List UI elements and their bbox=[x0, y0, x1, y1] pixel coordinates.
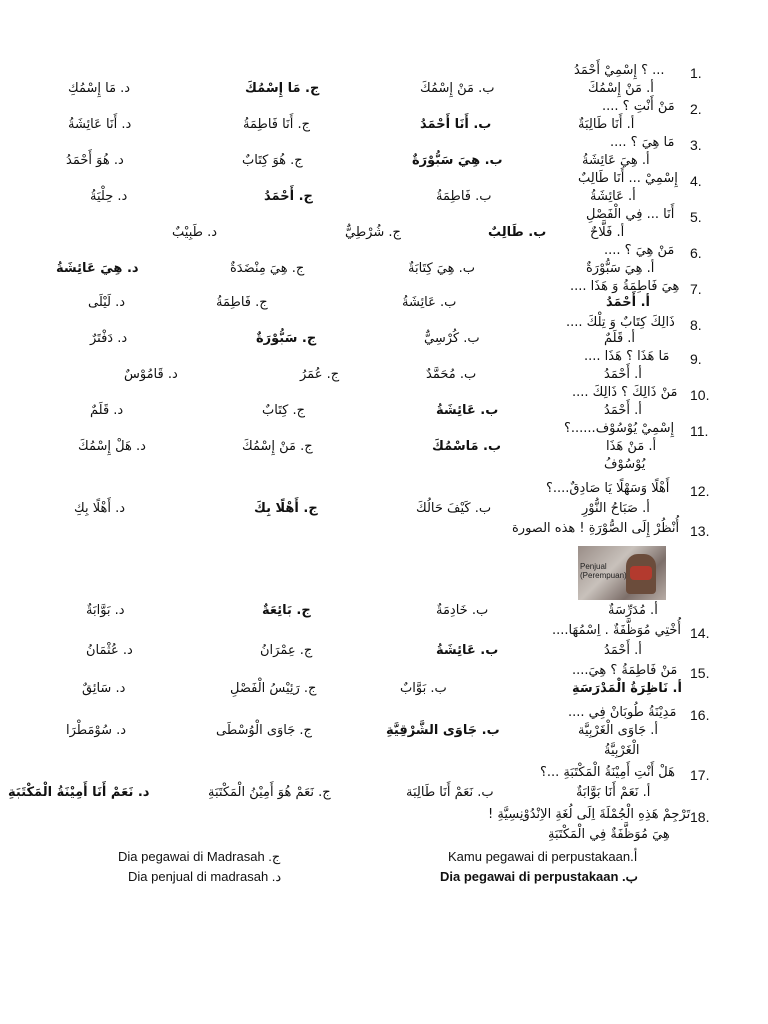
option-a: أ. أَنَا طَالِبَةٌ bbox=[578, 117, 635, 132]
question-number: 1. bbox=[690, 65, 702, 81]
question-number: 12. bbox=[690, 483, 710, 499]
option-b: ب. فَاطِمَةُ bbox=[436, 189, 492, 204]
option-d: د. بَوَّابَةٌ bbox=[86, 603, 125, 618]
question-text: ذَالِكَ كِتَابٌ وَ تِلْكَ .... bbox=[566, 315, 675, 330]
question-number: 17. bbox=[690, 767, 710, 783]
option-d: د. لَيْلَى bbox=[88, 295, 126, 310]
option-c: ج. هِيَ مِنْضَدَةٌ bbox=[230, 261, 305, 276]
option-c: ج. مَنْ إِسْمُكَ bbox=[242, 439, 313, 454]
question-number: 8. bbox=[690, 317, 702, 333]
option-b: ب. كَيْفَ حَالُكَ bbox=[416, 501, 492, 516]
option-d: د. عُثْمَانُ bbox=[86, 643, 133, 658]
question-number: 2. bbox=[690, 101, 702, 117]
option-b: ب. أَنَا أَحْمَدُ bbox=[420, 117, 492, 132]
option-a: أ. أَحْمَدُ bbox=[604, 367, 642, 382]
seller-photo bbox=[578, 546, 666, 600]
option-a: أ. أَحْمَدُ bbox=[606, 295, 650, 310]
option-a: أ. هِيَ عَائِشَةُ bbox=[582, 153, 650, 168]
option-a: أ. عَائِشَةُ bbox=[590, 189, 636, 204]
question-text: إِسْمِيْ ... أَنَا طَالِبٌ bbox=[578, 171, 678, 186]
option-c: ج. أَهْلًا بِكَ bbox=[254, 501, 318, 516]
option-c: ج. أَنَا فَاطِمَةُ bbox=[243, 117, 310, 132]
question-text: إِسْمِيْ يُوْسُوْف......؟ bbox=[564, 421, 675, 436]
option-b: ب. بَوَّابٌ bbox=[400, 681, 447, 696]
option-c: ج. أَحْمَدُ bbox=[264, 189, 313, 204]
question-text: مَنْ فَاطِمَةُ ؟ هِيَ.... bbox=[572, 663, 678, 678]
question-text: مَنْ أَنْتِ ؟ .... bbox=[602, 99, 675, 114]
question-number: 13. bbox=[690, 523, 710, 539]
option-b: ب. جَاوَى الشَّرْقِيَّةِ bbox=[386, 723, 500, 738]
question-number: 6. bbox=[690, 245, 702, 261]
option-d: Dia penjual di madrasah .د bbox=[128, 869, 282, 884]
option-b: ب. هِيَ سَبُّوْرَةٌ bbox=[412, 153, 503, 168]
option-c: ج. رَئِيْسُ الْفَصْلِ bbox=[230, 681, 317, 696]
option-d: د. نَعَمْ أَنَا أَمِيْنَةُ الْمَكْتَبَةِ bbox=[8, 785, 150, 800]
option-c: ج. فَاطِمَةُ bbox=[216, 295, 268, 310]
option-b: ب. مَنْ إِسْمُكَ bbox=[420, 81, 495, 96]
question-text: تَرْجِمْ هَذِهِ الْجُمْلَةَ اِلَى لُغَةِ الاِنْدُوْنِسِيَّةِ ! bbox=[488, 807, 691, 822]
question-text: أُنْظُرْ إِلَى الصُّوْرَةِ ! هذه الصورة bbox=[512, 521, 680, 536]
option-d: د. سَائِقٌ bbox=[82, 681, 126, 696]
question-text: مَدِيْنَةُ طُوبَانْ فِي .... bbox=[568, 705, 677, 720]
option-a: أ. أَحْمَدُ bbox=[604, 403, 642, 418]
option-a: أ. مُدَرِّسَةٌ bbox=[608, 603, 658, 618]
question-text: مَا هِيَ ؟ .... bbox=[610, 135, 675, 150]
option-a-continued: الْغَرْبِيَّةُ bbox=[604, 743, 640, 758]
option-a: Kamu pegawai di perpustakaan.أ bbox=[448, 849, 638, 864]
option-b: ب. نَعَمْ أَنَا طَالِبَة bbox=[406, 785, 494, 800]
option-d: د. أَهْلًا بِكِ bbox=[74, 501, 125, 516]
option-d: د. حِلْيَةُ bbox=[90, 189, 128, 204]
option-d: د. طَبِيْبٌ bbox=[172, 225, 218, 240]
question-number: 4. bbox=[690, 173, 702, 189]
option-a: أ. مَنْ هَذَا bbox=[606, 439, 657, 454]
option-b: ب. مَاسْمُكَ bbox=[432, 439, 502, 454]
question-number: 7. bbox=[690, 281, 702, 297]
caption-line2: (Perempuan) bbox=[580, 571, 627, 581]
question-number: 11. bbox=[690, 423, 709, 439]
option-a: أ. مَنْ إِسْمُكَ bbox=[588, 81, 654, 96]
question-text: ... ؟ إِسْمِيْ أَحْمَدُ bbox=[574, 63, 665, 78]
question-text: هَلْ أَنْتِ أَمِيْنَةُ الْمَكْتَبَةِ ...؟ bbox=[540, 765, 675, 780]
option-d: د. مَا إِسْمُكِ bbox=[68, 81, 131, 96]
option-a: أ. نَاظِرَةُ الْمَدْرَسَةِ bbox=[572, 681, 682, 696]
scarf-shape bbox=[630, 566, 652, 580]
option-c: Dia pegawai di Madrasah .ج bbox=[118, 849, 281, 864]
option-c: ج. عُمَرُ bbox=[300, 367, 340, 382]
question-text: مَنْ ذَالِكَ ؟ ذَالِكَ .... bbox=[572, 385, 678, 400]
option-d: د. قَامُوْسٌ bbox=[124, 367, 178, 382]
question-number: 16. bbox=[690, 707, 710, 723]
option-a: أ. جَاوَى الْغَرْبِيَّة bbox=[578, 723, 658, 738]
question-number: 14. bbox=[690, 625, 710, 641]
question-text: أُخْتِي مُوَظَّفَةٌ . اِسْمُهَا.... bbox=[552, 623, 682, 638]
option-a: أ. هِيَ سَبُّوْرَةٌ bbox=[586, 261, 655, 276]
question-number: 5. bbox=[690, 209, 702, 225]
question-number: 3. bbox=[690, 137, 702, 153]
option-c: ج. كِتَابٌ bbox=[262, 403, 305, 418]
question-number: 15. bbox=[690, 665, 710, 681]
option-d: د. هَلْ إِسْمُكَ bbox=[78, 439, 146, 454]
question-text: أَهْلًا وَسَهْلًا يَا صَادِقٌ....؟ bbox=[546, 481, 670, 496]
option-b: ب. كُرْسِيٌّ bbox=[424, 331, 480, 346]
option-a: أ. أَحْمَدُ bbox=[604, 643, 642, 658]
option-c: ج. عِمْرَانُ bbox=[260, 643, 313, 658]
option-b: ب. عَائِشَةُ bbox=[436, 643, 499, 658]
option-d: د. أَنَا عَائِشَةُ bbox=[68, 117, 132, 132]
question-number: 9. bbox=[690, 351, 702, 367]
option-c: ج. نَعَمْ هُوَ أَمِيْنُ الْمَكْتَبَةِ bbox=[208, 785, 331, 800]
question-text: أَنَا ... فِي الْفَصْلِ bbox=[586, 207, 675, 222]
question-text: مَا هَذَا ؟ هَذَا .... bbox=[584, 349, 670, 364]
caption-line1: Penjual bbox=[580, 562, 607, 571]
question-sentence: هِيَ مُوَظَّفَةٌ فِي الْمَكْتَبَةِ bbox=[548, 827, 670, 842]
option-b: ب. عَائِشَةُ bbox=[436, 403, 499, 418]
option-a: أ. نَعَمْ أَنَا بَوَّابَةٌ bbox=[576, 785, 651, 800]
option-c: ج. جَاوَى الْوُسْطَى bbox=[216, 723, 312, 738]
option-c: ج. سَبُّوْرَةٌ bbox=[256, 331, 317, 346]
option-a-continued: يُوْسُوْفُ bbox=[604, 457, 646, 472]
option-b: Dia pegawai di perpustakaan .ب bbox=[440, 869, 638, 884]
question-number: 18. bbox=[690, 809, 710, 825]
option-b: ب. خَادِمَةٌ bbox=[436, 603, 489, 618]
option-b: ب. مُحَمَّدٌ bbox=[426, 367, 477, 382]
option-c: ج. شُرْطِيٌّ bbox=[345, 225, 401, 240]
option-b: ب. طَالِبٌ bbox=[488, 225, 547, 240]
option-a: أ. قَلَمٌ bbox=[604, 331, 636, 346]
option-d: د. هِيَ عَائِشَةُ bbox=[56, 261, 139, 276]
option-d: د. سُوْمَطْرَا bbox=[66, 723, 127, 738]
option-b: ب. عَائِشَةُ bbox=[402, 295, 457, 310]
option-c: ج. مَا إِسْمُكَ bbox=[245, 81, 320, 96]
question-text: هِيَ فَاطِمَةُ وَ هَذَا .... bbox=[570, 279, 680, 294]
option-a: أ. صَبَاحُ النُّوْرِ bbox=[582, 501, 650, 516]
option-d: د. قَلَمٌ bbox=[90, 403, 124, 418]
option-a: أ. فَلَّاحٌ bbox=[590, 225, 625, 240]
photo-caption bbox=[580, 562, 627, 580]
option-d: د. دَفْتَرٌ bbox=[90, 331, 128, 346]
question-number: 10. bbox=[690, 387, 710, 403]
option-b: ب. هِيَ كِتَابَةٌ bbox=[408, 261, 475, 276]
option-c: ج. بَائِعَةٌ bbox=[262, 603, 311, 618]
option-c: ج. هُوَ كِتَابٌ bbox=[242, 153, 303, 168]
question-text: مَنْ هِيَ ؟ .... bbox=[604, 243, 675, 258]
option-d: د. هُوَ أَحْمَدُ bbox=[66, 153, 124, 168]
